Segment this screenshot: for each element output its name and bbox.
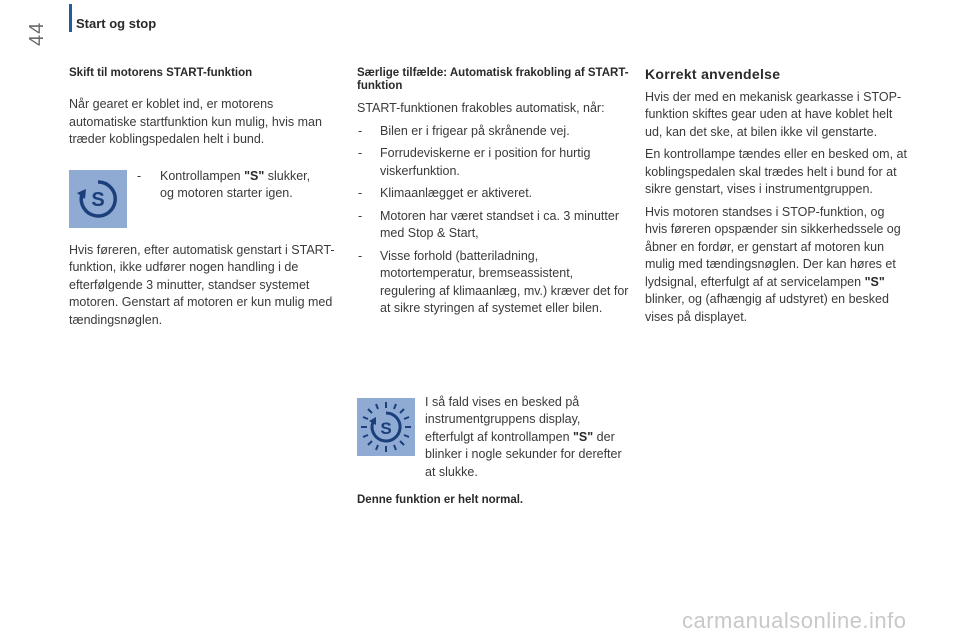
heading-correct-use: Korrekt anvendelse [645,66,781,82]
column-start-function [69,64,339,329]
closing-note: Denne funktion er helt normal. [357,494,524,506]
watermark: carmanualsonline.info [682,608,907,633]
s-indicator-icon [69,170,127,228]
list-item: - Bilen er i frigear på skrånende vej. [357,123,632,141]
paragraph-correct-use-1: Hvis der med en mekanisk gearkasse i STOP-funktion skiftes gear uden at have koblet helt ud, kan det ske, at bilen ikke vil genstarte. [645,89,902,139]
list-item: - Visse forhold (batteriladning, motortemperatur, bremseassistent, regulering af klimaanlæg, mv.) kræver det for at sikre styringen af systemet eller bilen. [357,248,632,318]
icon-note-start: Kontrollampen "S" slukker, og motoren starter igen. [160,168,311,200]
icon-note-row-flashing [357,394,632,482]
list-item: - Motoren har været standset i ca. 3 minutter med Stop & Start, [357,208,632,243]
heading-special-cases: Særlige tilfælde: Automatisk frakobling af START-funktion [357,67,629,92]
column-correct-use [645,64,910,326]
heading-start-function: Skift til motorens START-funktion [69,67,253,79]
s-indicator-flashing-icon [357,398,415,456]
condition-list [357,123,632,318]
paragraph-start-intro: Når gearet er koblet ind, er motorens automatiske startfunktion kun mulig, hvis man træder koblingspedalen helt i bund. [69,97,322,146]
section-accent-bar [69,4,72,32]
paragraph-auto-stop: Hvis føreren, efter automatisk genstart i START-funktion, ikke udfører nogen handling i de efterfølgende 3 minutter, standser systemet motoren. Genstart af motoren er kun mulig med tændingsnøglen. [69,242,335,327]
paragraph-correct-use-2: En kontrollampe tændes eller en besked om, at koblingspedalen skal trædes helt i bund for at sikre genstart, vises i instrumentgruppen. [645,147,907,196]
section-title: Start og stop [76,16,157,31]
list-item: - Forrudeviskerne er i position for hurtig viskerfunktion. [357,145,632,180]
column-special-cases [357,64,632,510]
svg-text:S: S [91,188,105,211]
paragraph-correct-use-3: Hvis motoren standses i STOP-funktion, og hvis føreren opspænder sin sikkerhedsselе og åbner en fordør, er genstart af motoren kun mulig med tændingsnøglen. Der kan høres et lydsignal, efterfulgt af at servicelampen "S" blinker, og (afhængig af udstyret) en besked vises på displayet. [645,204,901,324]
icon-note-row: S - Kontrollampen "S" slukker, og motoren starter igen. [69,170,339,228]
icon-note-flashing: I så fald vises en besked på instrumentgruppens display, efterfulgt af kontrollampen "S" der blinker i nogle sekunder for derefter at slukke. [425,394,622,479]
svg-text:S: S [380,418,392,438]
list-item: - Klimaanlægget er aktiveret. [357,185,632,203]
paragraph-special-intro: START-funktionen frakobles automatisk, når: [357,101,605,115]
page-number: 44 [26,21,48,46]
